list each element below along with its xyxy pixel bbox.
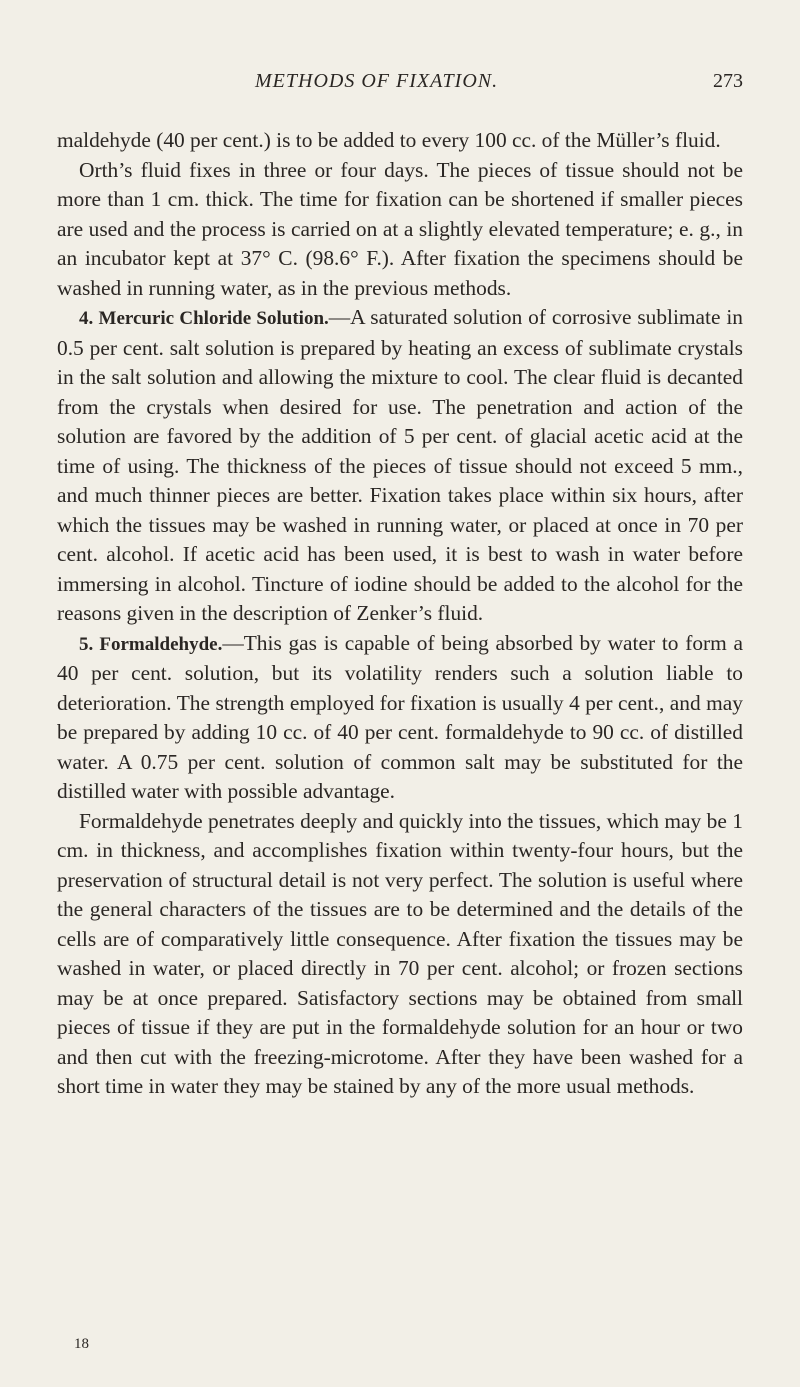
paragraph-formaldehyde: [57, 629, 743, 807]
signature-mark: 18: [74, 1336, 89, 1352]
page-number: 273: [713, 70, 743, 92]
paragraph-text: Formaldehyde penetrates deeply and quickly into the tissues, which may be 1 cm. in thickness, and accomplishes fixation within twenty-four hours, but the preservation of structural detail is not very perfect. The solution is useful where the general characters of the tissues are to be determined and the details of the cells are of comparatively little consequence. After fixation the tissues may be washed in water, or placed directly in 70 per cent. alcohol; or frozen sections may be at once prepared. Satisfactory sections may be obtained from small pieces of tissue if they are put in the formaldehyde solution for an hour or two and then cut with the freezing-microtome. After they have been washed for a short time in water they may be stained by any of the more usual methods.: [57, 808, 743, 1098]
paragraph-text: Orth’s fluid fixes in three or four days. The pieces of tissue should not be more than 1 cm. thick. The time for fixation can be shortened if smaller pieces are used and the process is carried on at a slightly elevated temperature; e. g., in an incubator kept at 37° C. (98.6° F.). After fixation the specimens should be washed in running water, as in the previous methods.: [57, 157, 743, 300]
paragraph-formaldehyde-penetration: [57, 807, 743, 1102]
paragraph-text: —A saturated solution of corrosive sublimate in 0.5 per cent. salt solution is prepared by heating an excess of sublimate crystals in the salt solution and allowing the mixture to cool. The clear fluid is decanted from the crystals when desired for use. The penetration and action of the solution are favored by the addition of 5 per cent. of glacial acetic acid at the time of using. The thickness of the pieces of tissue should not exceed 5 mm., and much thinner pieces are better. Fixation takes place within six hours, after which the tissues may be washed in running water, or placed at once in 70 per cent. alcohol. If acetic acid has been used, it is best to wash in water before immersing in alcohol. Tincture of iodine should be added to the alcohol for the reasons given in the description of Zenker’s fluid.: [57, 305, 743, 625]
paragraph-mercuric-chloride: [57, 303, 743, 629]
body-text: [57, 126, 743, 1102]
section-heading-formaldehyde: 5. Formaldehyde.: [79, 633, 223, 655]
paragraph-text: maldehyde (40 per cent.) is to be added to every 100 cc. of the Müller’s fluid.: [57, 128, 721, 152]
paragraph-1: [57, 126, 743, 156]
paragraph-text: —This gas is capable of being absorbed by water to form a 40 per cent. solution, but its volatility renders such a solution liable to deterioration. The strength employed for fixation is usually 4 per cent., and may be prepared by adding 10 cc. of 40 per cent. formaldehyde to 90 cc. of distilled water. A 0.75 per cent. solution of common salt may be substituted for the distilled water with possible advantage.: [57, 630, 743, 803]
running-head-title: METHODS OF FIXATION.: [255, 70, 499, 92]
paragraph-orths-fluid: [57, 156, 743, 304]
running-head: [0, 70, 800, 100]
section-heading-mercuric-chloride: 4. Mercuric Chloride Solution.: [79, 308, 329, 329]
